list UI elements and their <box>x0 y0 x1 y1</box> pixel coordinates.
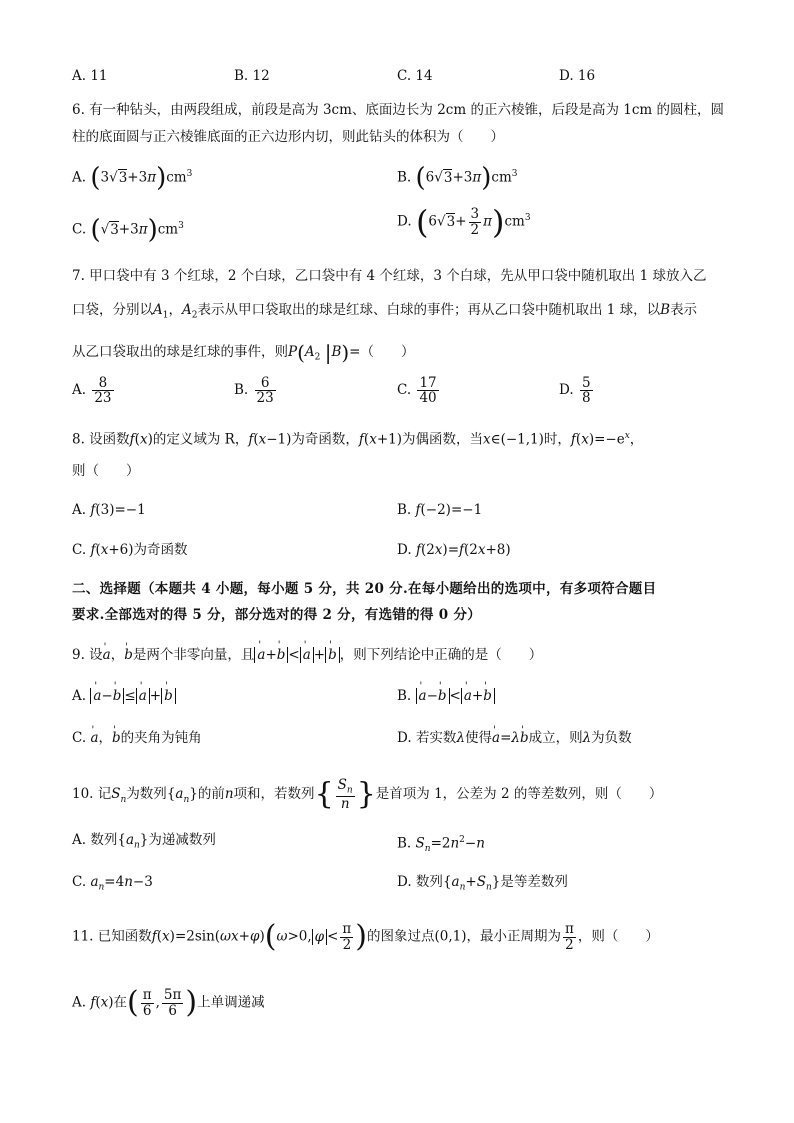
q7-stem-line3: 从乙口袋取出的球是红球的事件，则$P(A_2$ |B)=（ ） <box>72 340 415 365</box>
q11-option-a: A. f(x)在( $\frac{\pi}{6}$ , $\frac{5\pi}{6}$ )上单调递减 <box>72 985 265 1020</box>
section2-heading-line1: 二、选择题（本题共 4 小题，每小题 5 分，共 20 分.在每小题给出的选项中，有多项符合题目 <box>72 581 657 597</box>
q9-option-d: D. 若实数λ使得' a=λ' b成立，则λ为负数 <box>397 728 632 748</box>
q7-stem-line2: 口袋，分别以$A_1$，$A_2$表示从甲口袋取出的球是红球、白球的事件；再从乙口袋中随机取出 1 球，以B表示 <box>72 302 698 321</box>
q6-option-d: D. (6√3+ $\frac{3}{2}$ $\pi)cm^3$ <box>397 203 531 241</box>
q7-stem-line1: 7. 甲口袋中有 3 个红球，2 个白球，乙口袋中有 4 个红球，3 个白球，先从甲口袋中随机取出 1 球放入乙 <box>72 268 707 284</box>
q5-option-c: C. 14 <box>397 68 433 84</box>
q10-stem: 10. 记$S_n$为数列$\{a_n\}$的前n项和，若数列{ $\frac{S_n}{n}$ }是首项为 1，公差为 2 的等差数列，则（ ） <box>72 776 663 813</box>
q6-option-a: A. $(3√3+3\pi)cm^3$ <box>72 163 193 193</box>
q8-option-d: D. f(2x)=f(2x+8) <box>397 542 511 558</box>
q8-stem-line2: 则（ ） <box>72 463 140 479</box>
q10-option-a: A. 数列$\{a_n\}$为递减数列 <box>72 832 216 851</box>
q5-option-d: D. 16 <box>559 68 596 84</box>
q11-stem: 11. 已知函数f(x)=2sin(ωx+φ)(ω>0, φ < $\frac{\pi}{2}$ )的图象过点(0,1)，最小正周期为 $\frac{\pi}{2}$ ，则（ ） <box>72 919 659 954</box>
q8-option-c: C. f(x+6)为奇函数 <box>72 542 188 558</box>
q9-option-c: C. ' a，' b的夹角为钝角 <box>72 728 202 748</box>
q10-option-d: D. 数列$\{a_n+S_n\}$是等差数列 <box>397 874 568 893</box>
q6-option-b: B. $(6√3+3\pi)cm^3$ <box>397 163 518 193</box>
q8-option-a: A. f(3)=−1 <box>72 502 146 518</box>
q6-stem-line2: 柱的底面圆与正六棱锥底面的正六边形内切，则此钻头的体积为（ ） <box>72 129 504 145</box>
q10-option-b: B. $S_n=2n^2-n$ <box>397 835 485 855</box>
q7-option-a: A. $\frac{8}{23}$ <box>72 375 112 407</box>
q6-option-c: C. $(√3+3\pi)cm^3$ <box>72 215 184 245</box>
q9-option-a: A. ' a−' b ≤' a +' b <box>72 686 176 706</box>
section2-heading-line2: 要求.全部选对的得 5 分，部分选对的得 2 分，有选错的得 0 分） <box>72 607 482 623</box>
q10-option-c: C. $a_n=4n-3$ <box>72 874 153 893</box>
q9-option-b: B. ' a−' b <' a+' b <box>397 686 495 706</box>
q6-stem-line1: 6. 有一种钻头，由两段组成，前段是高为 3cm、底面边长为 2cm 的正六棱锥，后段是高为 1cm 的圆柱，圆 <box>72 102 724 118</box>
q8-option-b: B. f(−2)=−1 <box>397 502 483 518</box>
q5-option-b: B. 12 <box>234 68 270 84</box>
q9-stem: 9. 设' a，' b是两个非零向量，且' a+' b <' a +' b ，则下列结论中正确的是（ ） <box>72 645 542 665</box>
q7-option-d: D. $\frac{5}{8}$ <box>559 375 591 407</box>
q8-stem-line1: 8. 设函数f(x)的定义域为 R，f(x−1)为奇函数，f(x+1)为偶函数，当x∈(−1,1)时，$f(x)=-e^x$， <box>72 431 644 448</box>
q7-option-c: C. $\frac{17}{40}$ <box>397 375 437 407</box>
q5-option-a: A. 11 <box>72 68 108 84</box>
q7-option-b: B. $\frac{6}{23}$ <box>234 375 274 407</box>
